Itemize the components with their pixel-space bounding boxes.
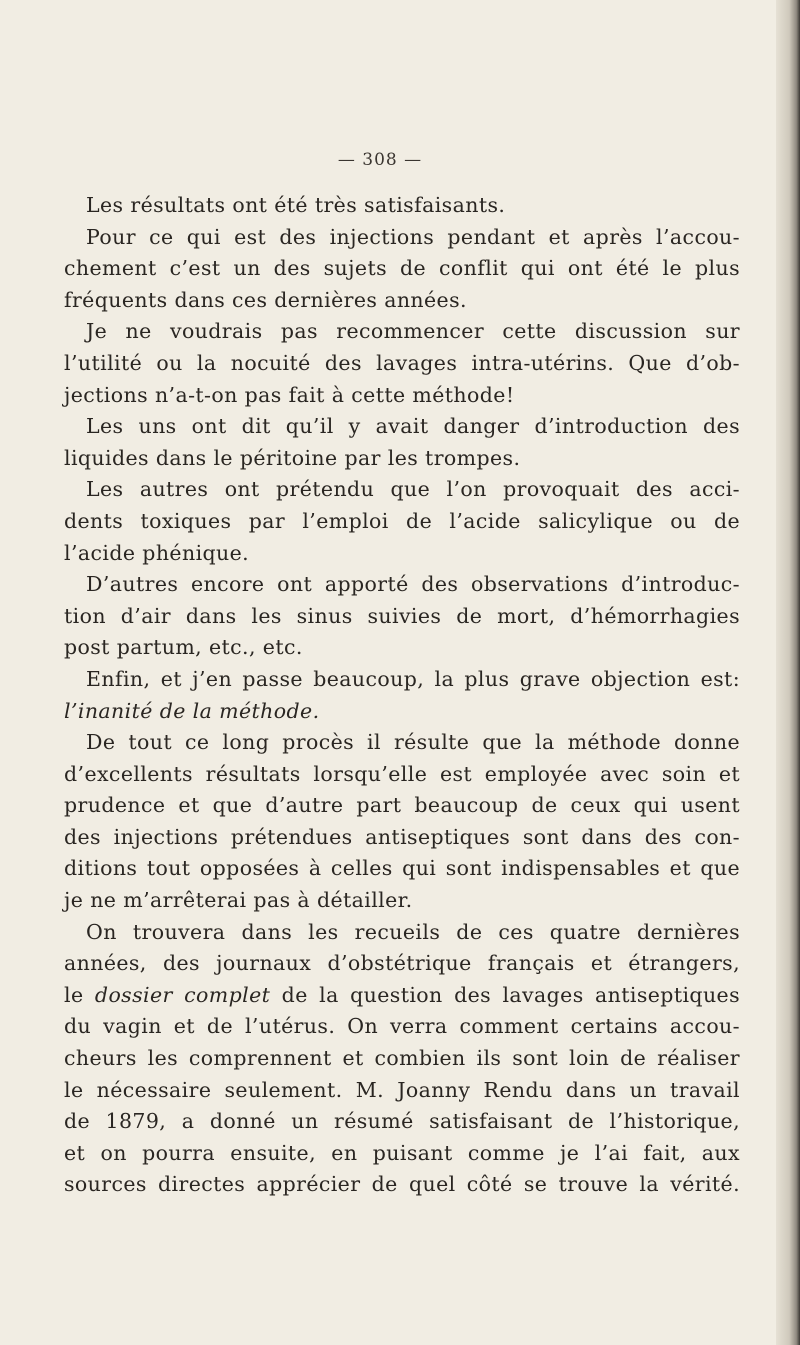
text-line: l’utilité ou la nocuité des lavages intra-utérins. Que d’ob- — [64, 350, 740, 375]
text-line: sources directes apprécier de quel côté se trouve la vérité. — [64, 1172, 740, 1197]
text-line: liquides dans le péritoine par les trompes. — [64, 445, 521, 470]
text-line: dents toxiques par l’emploi de l’acide salicylique ou de — [64, 508, 740, 533]
text-line: Pour ce qui est des injections pendant et après l’accou- — [86, 224, 740, 249]
text-line: du vagin et de l’utérus. On verra comment certains accou- — [64, 1014, 740, 1039]
text-line: de 1879, a donné un résumé satisfaisant de l’historique, — [64, 1109, 740, 1134]
text-line: et on pourra ensuite, en puisant comme je l’ai fait, aux — [64, 1140, 740, 1165]
text-line: jections n’a-t-on pas fait à cette méthode! — [64, 382, 515, 407]
text-line: De tout ce long procès il résulte que la méthode donne — [86, 730, 740, 755]
text-line: tion d’air dans les sinus suivies de mort, d’hémorrhagies — [64, 603, 740, 628]
text-line: On trouvera dans les recueils de ces quatre dernières — [86, 919, 740, 944]
text-line: le dossier complet de la question des lavages antiseptiques — [64, 982, 741, 1007]
text-line: post partum, etc., etc. — [64, 635, 303, 660]
text-line: Enfin, et j’en passe beaucoup, la plus grave objection est: — [86, 666, 740, 691]
text-line: le nécessaire seulement. M. Joanny Rendu dans un travail — [64, 1077, 740, 1102]
text-line: cheurs les comprennent et combien ils sont loin de réaliser — [64, 1046, 740, 1071]
text-line: Les uns ont dit qu’il y avait danger d’introduction des — [86, 414, 740, 439]
text-line: l’acide phénique. — [64, 540, 250, 565]
text-line: années, des journaux d’obstétrique français et étrangers, — [64, 951, 740, 976]
text-line: chement c’est un des sujets de conflit qui ont été le plus — [64, 256, 740, 281]
page-edge-shadow — [776, 0, 800, 1345]
text-line: prudence et que d’autre part beaucoup de ceux qui usent — [64, 793, 740, 818]
text-line: fréquents dans ces dernières années. — [64, 287, 467, 312]
text-line: l’inanité de la méthode. — [64, 698, 320, 723]
italic-phrase: dossier complet — [94, 982, 271, 1007]
text-line: Je ne voudrais pas recommencer cette discussion sur — [86, 319, 740, 344]
page-body-text — [64, 190, 740, 1201]
text-line: je ne m’arrêterai pas à détailler. — [64, 888, 413, 913]
text-line: Les autres ont prétendu que l’on provoquait des acci- — [86, 477, 740, 502]
page-number: — 308 — — [337, 150, 423, 170]
text-line: Les résultats ont été très satisfaisants. — [86, 193, 506, 217]
text-line: d’excellents résultats lorsqu’elle est employée avec soin et — [64, 761, 740, 786]
text-line: des injections prétendues antiseptiques sont dans des con- — [64, 824, 740, 849]
text-line: D’autres encore ont apporté des observations d’introduc- — [86, 572, 740, 597]
text-line: ditions tout opposées à celles qui sont indispensables et que — [64, 856, 740, 881]
